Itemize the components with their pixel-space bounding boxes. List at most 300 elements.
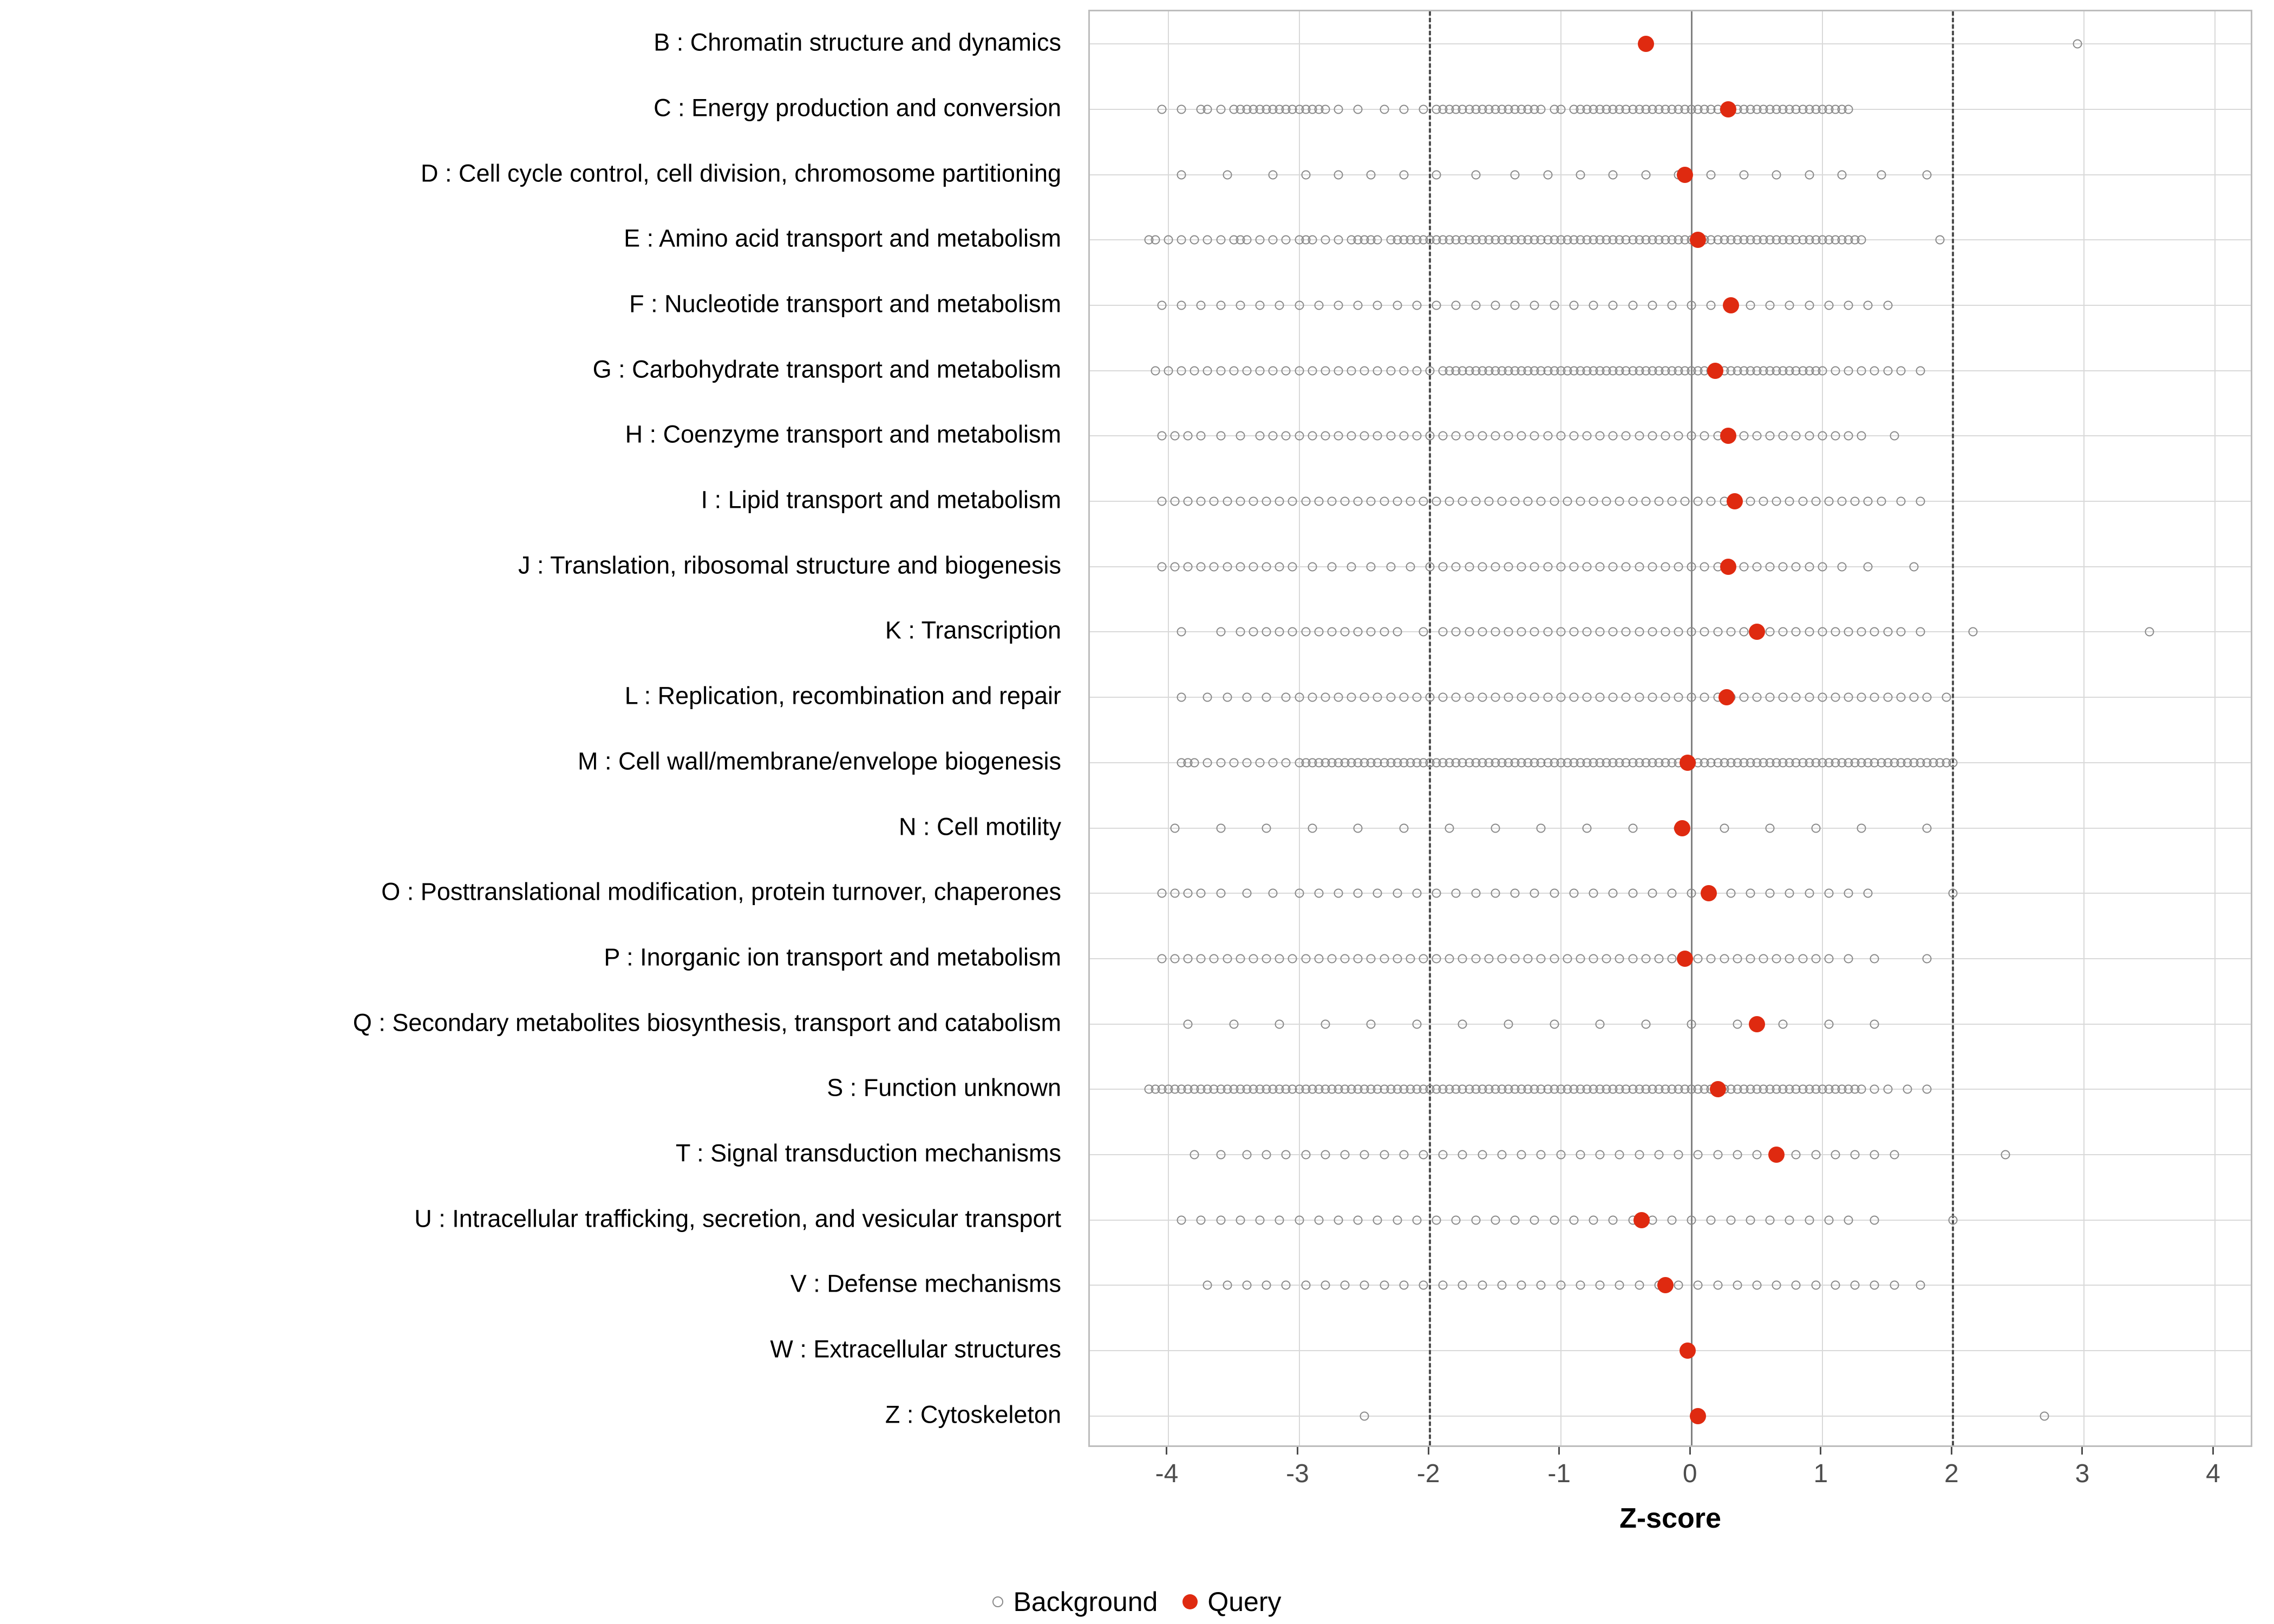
background-point — [1739, 562, 1748, 571]
background-point — [1282, 431, 1291, 441]
background-point — [1609, 431, 1618, 441]
background-point — [1497, 954, 1506, 963]
background-point — [1282, 366, 1291, 375]
category-label: P : Inorganic ion transport and metabolism — [604, 943, 1061, 971]
background-point — [1785, 301, 1794, 310]
background-point — [1380, 497, 1389, 506]
background-point — [1635, 431, 1644, 441]
background-point — [1511, 301, 1520, 310]
background-point — [1622, 627, 1631, 637]
background-point — [1157, 954, 1166, 963]
background-point — [1308, 562, 1317, 571]
background-point — [1896, 366, 1905, 375]
background-point — [1844, 693, 1853, 702]
background-point — [1360, 366, 1369, 375]
background-point — [1511, 170, 1520, 179]
background-point — [1569, 889, 1578, 898]
query-point — [1720, 101, 1736, 117]
background-point — [1452, 301, 1461, 310]
background-point — [1556, 627, 1565, 637]
background-point — [1857, 1085, 1866, 1094]
background-point — [1530, 562, 1539, 571]
background-point — [1511, 497, 1520, 506]
background-point — [1883, 366, 1892, 375]
background-point — [1432, 1215, 1441, 1224]
background-point — [1511, 1215, 1520, 1224]
background-point — [1412, 431, 1421, 441]
background-point — [1949, 889, 1958, 898]
background-point — [1399, 1150, 1408, 1159]
background-point — [1412, 1019, 1421, 1029]
background-point — [1171, 823, 1180, 833]
background-point — [1249, 954, 1258, 963]
background-point — [1478, 693, 1487, 702]
background-point — [1295, 1215, 1304, 1224]
legend-label-background: Background — [1013, 1587, 1158, 1617]
background-point — [1543, 627, 1552, 637]
background-point — [1785, 889, 1794, 898]
background-point — [1452, 1215, 1461, 1224]
background-point — [1216, 105, 1225, 114]
background-point — [1746, 301, 1755, 310]
background-point — [1171, 954, 1180, 963]
background-point — [1190, 366, 1199, 375]
background-point — [1478, 431, 1487, 441]
background-point — [1556, 562, 1565, 571]
background-point — [1491, 431, 1500, 441]
background-point — [1491, 562, 1500, 571]
category-label: K : Transcription — [885, 616, 1061, 644]
background-point — [1687, 1215, 1696, 1224]
background-point — [1399, 823, 1408, 833]
background-point — [1471, 954, 1480, 963]
background-point — [1341, 627, 1350, 637]
background-point — [1262, 693, 1271, 702]
background-point — [1641, 170, 1650, 179]
background-point — [1851, 1150, 1860, 1159]
category-label: F : Nucleotide transport and metabolism — [629, 290, 1061, 318]
x-tick-mark — [1951, 1447, 1952, 1455]
background-point — [1864, 562, 1873, 571]
background-point — [1759, 497, 1768, 506]
background-point — [1759, 954, 1768, 963]
background-point — [1576, 170, 1585, 179]
background-point — [1301, 497, 1310, 506]
background-point — [1641, 497, 1650, 506]
background-point — [1811, 1281, 1820, 1290]
background-point — [1582, 693, 1591, 702]
background-point — [1354, 497, 1363, 506]
background-point — [1844, 889, 1853, 898]
background-point — [1242, 889, 1251, 898]
background-point — [1334, 170, 1343, 179]
background-point — [1694, 954, 1703, 963]
background-point — [1746, 889, 1755, 898]
background-point — [1844, 1215, 1853, 1224]
background-point — [1857, 693, 1866, 702]
background-point — [1262, 954, 1271, 963]
background-point — [1596, 693, 1605, 702]
background-point — [1857, 431, 1866, 441]
query-point — [1680, 1343, 1696, 1359]
background-point — [1831, 431, 1840, 441]
x-tick-mark — [1820, 1447, 1821, 1455]
background-point — [1772, 497, 1781, 506]
query-point — [1680, 755, 1696, 771]
background-point — [1256, 235, 1265, 245]
background-point — [1373, 431, 1382, 441]
background-point — [1216, 823, 1225, 833]
open-circle-icon — [992, 1596, 1003, 1607]
background-point — [1909, 562, 1918, 571]
background-point — [1753, 1281, 1762, 1290]
background-point — [1367, 627, 1376, 637]
background-point — [1373, 693, 1382, 702]
background-point — [1275, 497, 1284, 506]
background-point — [1857, 627, 1866, 637]
background-point — [1589, 954, 1598, 963]
background-point — [1517, 562, 1526, 571]
background-point — [1909, 693, 1918, 702]
background-point — [1648, 301, 1657, 310]
background-point — [1177, 1215, 1186, 1224]
background-point — [1465, 627, 1474, 637]
background-point — [1367, 562, 1376, 571]
background-point — [1635, 627, 1644, 637]
background-point — [1654, 954, 1663, 963]
background-point — [1609, 562, 1618, 571]
background-point — [1275, 301, 1284, 310]
background-point — [1308, 693, 1317, 702]
background-point — [1864, 889, 1873, 898]
background-point — [1785, 1215, 1794, 1224]
legend-item-background — [992, 1586, 1158, 1618]
background-point — [1537, 497, 1546, 506]
background-point — [1269, 366, 1278, 375]
background-point — [1700, 562, 1709, 571]
background-point — [1321, 235, 1330, 245]
background-point — [1739, 693, 1748, 702]
background-point — [1157, 431, 1166, 441]
background-point — [1582, 562, 1591, 571]
background-point — [1870, 1215, 1879, 1224]
background-point — [1785, 497, 1794, 506]
background-point — [1661, 693, 1670, 702]
background-point — [1923, 954, 1932, 963]
background-point — [1380, 105, 1389, 114]
background-point — [1203, 758, 1212, 767]
background-point — [1694, 497, 1703, 506]
background-point — [1203, 366, 1212, 375]
background-point — [1615, 1281, 1624, 1290]
background-point — [1360, 1150, 1369, 1159]
background-point — [1354, 1215, 1363, 1224]
background-point — [1334, 235, 1343, 245]
background-point — [1857, 235, 1866, 245]
background-point — [1779, 627, 1788, 637]
background-point — [1602, 954, 1611, 963]
background-point — [1216, 1150, 1225, 1159]
background-point — [1687, 627, 1696, 637]
background-point — [1367, 954, 1376, 963]
background-point — [1805, 431, 1814, 441]
background-point — [1681, 497, 1690, 506]
background-point — [1883, 693, 1892, 702]
background-point — [1779, 693, 1788, 702]
background-point — [1582, 627, 1591, 637]
background-point — [1380, 1281, 1389, 1290]
background-point — [1766, 1215, 1775, 1224]
background-point — [1465, 693, 1474, 702]
x-gridline — [1560, 11, 1561, 1445]
background-point — [1177, 301, 1186, 310]
background-point — [1295, 301, 1304, 310]
background-point — [1537, 1150, 1546, 1159]
background-point — [1569, 693, 1578, 702]
background-point — [1288, 562, 1297, 571]
background-point — [1491, 823, 1500, 833]
background-point — [1609, 889, 1618, 898]
background-point — [1648, 889, 1657, 898]
background-point — [1439, 1281, 1448, 1290]
background-point — [1628, 823, 1637, 833]
background-point — [1216, 235, 1225, 245]
background-point — [1923, 693, 1932, 702]
background-point — [1661, 431, 1670, 441]
background-point — [2073, 40, 2082, 49]
background-point — [1184, 431, 1193, 441]
background-point — [1367, 1019, 1376, 1029]
background-point — [1360, 1281, 1369, 1290]
background-point — [1295, 693, 1304, 702]
background-point — [1805, 889, 1814, 898]
background-point — [1753, 693, 1762, 702]
background-point — [1347, 693, 1356, 702]
background-point — [1792, 693, 1801, 702]
background-point — [1511, 954, 1520, 963]
background-point — [1354, 301, 1363, 310]
background-point — [1478, 1150, 1487, 1159]
background-point — [1177, 693, 1186, 702]
background-point — [1811, 1150, 1820, 1159]
background-point — [1844, 627, 1853, 637]
background-point — [2001, 1150, 2010, 1159]
background-point — [1916, 497, 1925, 506]
background-point — [1288, 497, 1297, 506]
legend-item-query — [1182, 1586, 1281, 1618]
background-point — [1360, 431, 1369, 441]
background-point — [1517, 627, 1526, 637]
background-point — [1550, 497, 1559, 506]
background-point — [1674, 1281, 1683, 1290]
category-label: I : Lipid transport and metabolism — [701, 486, 1061, 514]
background-point — [1779, 431, 1788, 441]
background-point — [1726, 1215, 1735, 1224]
background-point — [1471, 889, 1480, 898]
category-label: J : Translation, ribosomal structure and biogenesis — [518, 551, 1061, 579]
query-point — [1701, 885, 1717, 901]
background-point — [1733, 954, 1742, 963]
background-point — [1197, 301, 1206, 310]
background-point — [1184, 954, 1193, 963]
background-point — [1798, 497, 1807, 506]
background-point — [1229, 366, 1238, 375]
x-gridline — [1822, 11, 1823, 1445]
background-point — [1824, 889, 1833, 898]
background-point — [1458, 954, 1467, 963]
background-point — [1772, 170, 1781, 179]
background-point — [1497, 497, 1506, 506]
background-point — [1824, 1019, 1833, 1029]
background-point — [1393, 301, 1402, 310]
background-point — [1478, 562, 1487, 571]
background-point — [1380, 954, 1389, 963]
query-point — [1707, 363, 1723, 379]
background-point — [1216, 758, 1225, 767]
background-point — [1792, 431, 1801, 441]
background-point — [1177, 170, 1186, 179]
background-point — [1844, 431, 1853, 441]
background-point — [1726, 889, 1735, 898]
background-point — [1399, 366, 1408, 375]
background-point — [1615, 954, 1624, 963]
background-point — [1341, 1150, 1350, 1159]
background-point — [1517, 693, 1526, 702]
background-point — [1262, 497, 1271, 506]
background-point — [1556, 105, 1565, 114]
background-point — [1229, 758, 1238, 767]
background-point — [1412, 366, 1421, 375]
background-point — [1589, 301, 1598, 310]
x-tick-label: 2 — [1944, 1459, 1959, 1488]
background-point — [1373, 366, 1382, 375]
background-point — [1524, 954, 1533, 963]
background-point — [1556, 431, 1565, 441]
x-gridline — [2083, 11, 2084, 1445]
background-point — [1504, 693, 1513, 702]
background-point — [1687, 562, 1696, 571]
background-point — [1373, 301, 1382, 310]
background-point — [1896, 693, 1905, 702]
background-point — [1197, 497, 1206, 506]
background-point — [1432, 301, 1441, 310]
background-point — [1295, 889, 1304, 898]
background-point — [1190, 1150, 1199, 1159]
background-point — [1458, 1150, 1467, 1159]
background-point — [1321, 1281, 1330, 1290]
background-point — [1805, 1215, 1814, 1224]
background-point — [1654, 1150, 1663, 1159]
background-point — [1792, 1281, 1801, 1290]
background-point — [1707, 954, 1716, 963]
background-point — [1648, 431, 1657, 441]
background-point — [1256, 758, 1265, 767]
background-point — [1314, 301, 1323, 310]
background-point — [1262, 562, 1271, 571]
background-point — [1772, 1281, 1781, 1290]
background-point — [1550, 889, 1559, 898]
background-point — [1406, 954, 1415, 963]
query-point — [1657, 1277, 1674, 1293]
background-point — [1249, 497, 1258, 506]
background-point — [1648, 562, 1657, 571]
background-point — [1321, 431, 1330, 441]
background-point — [1236, 497, 1245, 506]
background-point — [1733, 1019, 1742, 1029]
background-point — [1177, 235, 1186, 245]
background-point — [1314, 627, 1323, 637]
background-point — [1301, 1281, 1310, 1290]
background-point — [1177, 627, 1186, 637]
background-point — [1203, 235, 1212, 245]
x-tick-mark — [2212, 1447, 2214, 1455]
background-point — [1321, 366, 1330, 375]
background-point — [1870, 627, 1879, 637]
background-point — [1890, 1281, 1899, 1290]
background-point — [1386, 431, 1395, 441]
background-point — [1949, 758, 1958, 767]
background-point — [1256, 431, 1265, 441]
query-point — [1727, 493, 1743, 509]
background-point — [1622, 431, 1631, 441]
background-point — [1216, 366, 1225, 375]
background-point — [1223, 1281, 1232, 1290]
background-point — [1242, 1281, 1251, 1290]
background-point — [1844, 301, 1853, 310]
background-point — [1890, 1150, 1899, 1159]
background-point — [1432, 497, 1441, 506]
background-point — [1269, 170, 1278, 179]
background-point — [1184, 497, 1193, 506]
background-point — [1877, 497, 1886, 506]
background-point — [1242, 366, 1251, 375]
background-point — [1334, 105, 1343, 114]
background-point — [1576, 497, 1585, 506]
background-point — [1242, 758, 1251, 767]
background-point — [1419, 627, 1428, 637]
background-point — [1883, 627, 1892, 637]
background-point — [1517, 431, 1526, 441]
background-point — [1615, 497, 1624, 506]
background-point — [1838, 170, 1847, 179]
filled-circle-icon — [1182, 1594, 1198, 1609]
background-point — [1811, 954, 1820, 963]
background-point — [1471, 301, 1480, 310]
background-point — [1890, 431, 1899, 441]
background-point — [1236, 954, 1245, 963]
background-point — [1687, 431, 1696, 441]
background-point — [1596, 1281, 1605, 1290]
background-point — [1530, 301, 1539, 310]
background-point — [1805, 562, 1814, 571]
x-tick-label: 3 — [2075, 1459, 2090, 1488]
background-point — [1341, 497, 1350, 506]
background-point — [1157, 105, 1166, 114]
background-point — [1439, 431, 1448, 441]
background-point — [1694, 1150, 1703, 1159]
background-point — [1903, 1085, 1912, 1094]
background-point — [1550, 1215, 1559, 1224]
background-point — [1779, 562, 1788, 571]
background-point — [1223, 562, 1232, 571]
background-point — [1668, 1215, 1677, 1224]
background-point — [1877, 170, 1886, 179]
background-point — [1288, 954, 1297, 963]
background-point — [1792, 1150, 1801, 1159]
background-point — [1269, 889, 1278, 898]
background-point — [1949, 1215, 1958, 1224]
category-axis-labels — [0, 0, 1077, 1440]
